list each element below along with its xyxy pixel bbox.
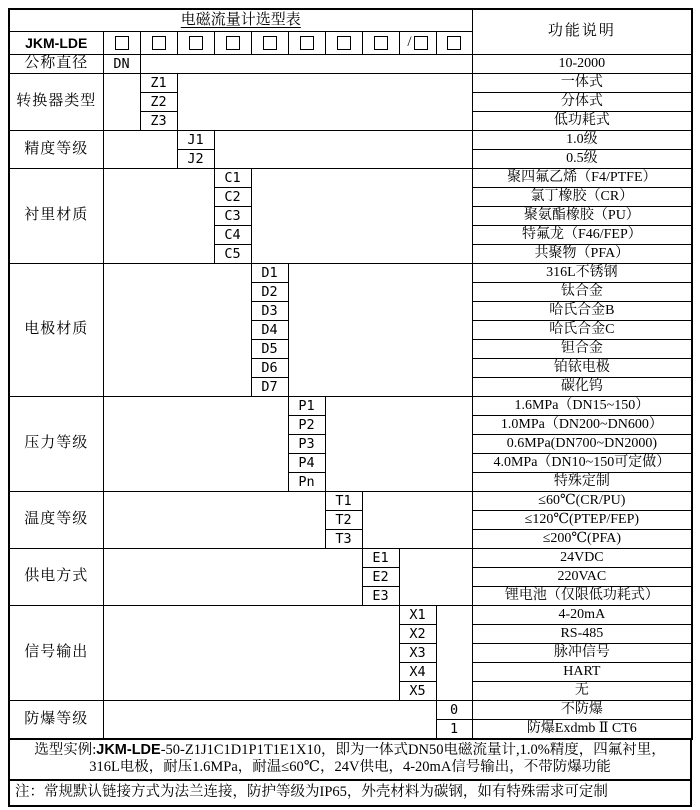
- filler-cell: [103, 74, 140, 131]
- option-description: 哈氏合金C: [472, 321, 692, 340]
- filler-cell: [103, 549, 362, 606]
- slash-separator: /: [407, 34, 412, 51]
- example-prefix: 选型实例:: [34, 742, 97, 758]
- option-code: E1: [362, 549, 399, 568]
- checkbox-icon[interactable]: [226, 36, 240, 50]
- option-description: 0.6MPa(DN700~DN2000): [472, 435, 692, 454]
- checkbox-icon[interactable]: [447, 36, 461, 50]
- option-code: Z1: [140, 74, 177, 93]
- option-code: E2: [362, 568, 399, 587]
- option-description: 4.0MPa（DN10~150可定做）: [472, 454, 692, 473]
- filler-cell: [288, 264, 472, 397]
- option-description: RS-485: [472, 625, 692, 644]
- option-description: 氯丁橡胶（CR）: [472, 188, 692, 207]
- option-description: 哈氏合金B: [472, 302, 692, 321]
- option-description: 脉冲信号: [472, 644, 692, 663]
- model-code-cell: [325, 32, 362, 55]
- section-label: 电极材质: [9, 264, 103, 397]
- option-description: 分体式: [472, 93, 692, 112]
- section-label: 压力等级: [9, 397, 103, 492]
- example-line-1: [12, 742, 688, 759]
- option-description: ≤60℃(CR/PU): [472, 492, 692, 511]
- option-code: P1: [288, 397, 325, 416]
- option-code: P4: [288, 454, 325, 473]
- table-row: [9, 55, 692, 74]
- option-description: 共聚物（PFA）: [472, 245, 692, 264]
- filler-cell: [325, 397, 472, 492]
- option-code: C4: [214, 226, 251, 245]
- option-description: 1.0MPa（DN200~DN600）: [472, 416, 692, 435]
- section-label: 供电方式: [9, 549, 103, 606]
- model-code-cell: [436, 32, 472, 55]
- model-code-cell: [103, 32, 140, 55]
- model-code-cell: [288, 32, 325, 55]
- option-description: 0.5级: [472, 150, 692, 169]
- section-label: 精度等级: [9, 131, 103, 169]
- checkbox-icon[interactable]: [414, 36, 428, 50]
- option-code: 1: [436, 720, 472, 740]
- filler-cell: [103, 701, 436, 740]
- header-row: [9, 9, 692, 32]
- option-code: D3: [251, 302, 288, 321]
- option-description: 钽合金: [472, 340, 692, 359]
- table-title-text: 电磁流量计选型表: [180, 11, 301, 28]
- option-code: C5: [214, 245, 251, 264]
- option-code: D7: [251, 378, 288, 397]
- option-code: D6: [251, 359, 288, 378]
- filler-cell: [103, 606, 399, 701]
- option-description: 1.6MPa（DN15~150）: [472, 397, 692, 416]
- option-description: 不防爆: [472, 701, 692, 720]
- option-code: X3: [399, 644, 436, 663]
- model-code-cell: [399, 32, 436, 55]
- option-description: 碳化钨: [472, 378, 692, 397]
- model-code-cell: [214, 32, 251, 55]
- option-code: T3: [325, 530, 362, 549]
- option-code: X1: [399, 606, 436, 625]
- filler-cell: [103, 169, 214, 264]
- option-description: ≤120℃(PTEP/FEP): [472, 511, 692, 530]
- option-description: 无: [472, 682, 692, 701]
- option-code: P2: [288, 416, 325, 435]
- option-description: ≤200℃(PFA): [472, 530, 692, 549]
- option-description: 10-2000: [472, 55, 692, 74]
- option-description: 24VDC: [472, 549, 692, 568]
- option-code: X5: [399, 682, 436, 701]
- checkbox-icon[interactable]: [189, 36, 203, 50]
- filler-cell: [214, 131, 472, 169]
- example-line-1-rest: -50-Z1J1C1D1P1T1E1X10，即为一体式DN50电磁流量计,1.0%精度，四氟衬里，: [160, 742, 666, 758]
- option-code: DN: [103, 55, 140, 74]
- option-code: D2: [251, 283, 288, 302]
- example-line-2: 316L电极，耐压1.6MPa，耐温≤60℃，24V供电，4-20mA信号输出，不带防爆功能: [89, 759, 611, 775]
- filler-cell: [251, 169, 472, 264]
- option-code: P3: [288, 435, 325, 454]
- option-code: Pn: [288, 473, 325, 492]
- example-model-code: JKM-LDE: [96, 742, 161, 758]
- option-description: 特殊定制: [472, 473, 692, 492]
- table-row: [9, 169, 692, 188]
- table-row: [9, 606, 692, 625]
- section-label: 信号输出: [9, 606, 103, 701]
- option-description: 聚氨酯橡胶（PU）: [472, 207, 692, 226]
- option-description: 聚四氟乙烯（F4/PTFE）: [472, 169, 692, 188]
- function-column-header: 功能说明: [472, 9, 692, 55]
- option-description: 防爆Exdmb Ⅱ CT6: [472, 720, 692, 740]
- checkbox-icon[interactable]: [263, 36, 277, 50]
- option-code: X4: [399, 663, 436, 682]
- option-code: D4: [251, 321, 288, 340]
- option-code: T2: [325, 511, 362, 530]
- table-row: [9, 549, 692, 568]
- filler-cell: [103, 397, 288, 492]
- filler-cell: [103, 492, 325, 549]
- option-code: C1: [214, 169, 251, 188]
- option-description: 铂铱电极: [472, 359, 692, 378]
- option-description: 低功耗式: [472, 112, 692, 131]
- table-row: [9, 492, 692, 511]
- model-prefix: JKM-LDE: [9, 32, 103, 55]
- option-code: 0: [436, 701, 472, 720]
- option-code: E3: [362, 587, 399, 606]
- option-code: D5: [251, 340, 288, 359]
- filler-cell: [399, 549, 472, 606]
- section-label: 公称直径: [9, 55, 103, 74]
- option-description: 锂电池（仅限低功耗式）: [472, 587, 692, 606]
- option-description: 220VAC: [472, 568, 692, 587]
- option-description: 4-20mA: [472, 606, 692, 625]
- table-row: [9, 74, 692, 93]
- checkbox-icon[interactable]: [115, 36, 129, 50]
- model-code-cell: [362, 32, 399, 55]
- option-code: C3: [214, 207, 251, 226]
- table-row: [9, 701, 692, 720]
- note-line: 注：常规默认链接方式为法兰连接，防护等级为IP65，外壳材料为碳钢，如有特殊需求可定制: [8, 781, 692, 807]
- filler-cell: [103, 131, 177, 169]
- selection-example: [8, 740, 692, 781]
- option-code: T1: [325, 492, 362, 511]
- table-row: [9, 131, 692, 150]
- option-description: HART: [472, 663, 692, 682]
- section-label: 转换器类型: [9, 74, 103, 131]
- option-code: J1: [177, 131, 214, 150]
- filler-cell: [362, 492, 472, 549]
- option-code: C2: [214, 188, 251, 207]
- filler-cell: [177, 74, 472, 131]
- option-description: 316L不锈钢: [472, 264, 692, 283]
- filler-cell: [103, 264, 251, 397]
- option-description: 特氟龙（F46/FEP）: [472, 226, 692, 245]
- filler-cell: [140, 55, 472, 74]
- model-code-cell: [140, 32, 177, 55]
- option-code: X2: [399, 625, 436, 644]
- option-description: 钛合金: [472, 283, 692, 302]
- option-description: 1.0级: [472, 131, 692, 150]
- table-row: [9, 264, 692, 283]
- checkbox-icon[interactable]: [300, 36, 314, 50]
- option-code: J2: [177, 150, 214, 169]
- option-code: D1: [251, 264, 288, 283]
- section-label: 温度等级: [9, 492, 103, 549]
- selection-table: [8, 8, 693, 740]
- checkbox-icon[interactable]: [152, 36, 166, 50]
- option-code: Z2: [140, 93, 177, 112]
- option-description: 一体式: [472, 74, 692, 93]
- section-label: 衬里材质: [9, 169, 103, 264]
- checkbox-icon[interactable]: [374, 36, 388, 50]
- section-label: 防爆等级: [9, 701, 103, 740]
- filler-cell: [436, 606, 472, 701]
- table-row: [9, 397, 692, 416]
- model-code-cell: [251, 32, 288, 55]
- model-code-cell: [177, 32, 214, 55]
- table-title: [9, 9, 472, 32]
- option-code: Z3: [140, 112, 177, 131]
- checkbox-icon[interactable]: [337, 36, 351, 50]
